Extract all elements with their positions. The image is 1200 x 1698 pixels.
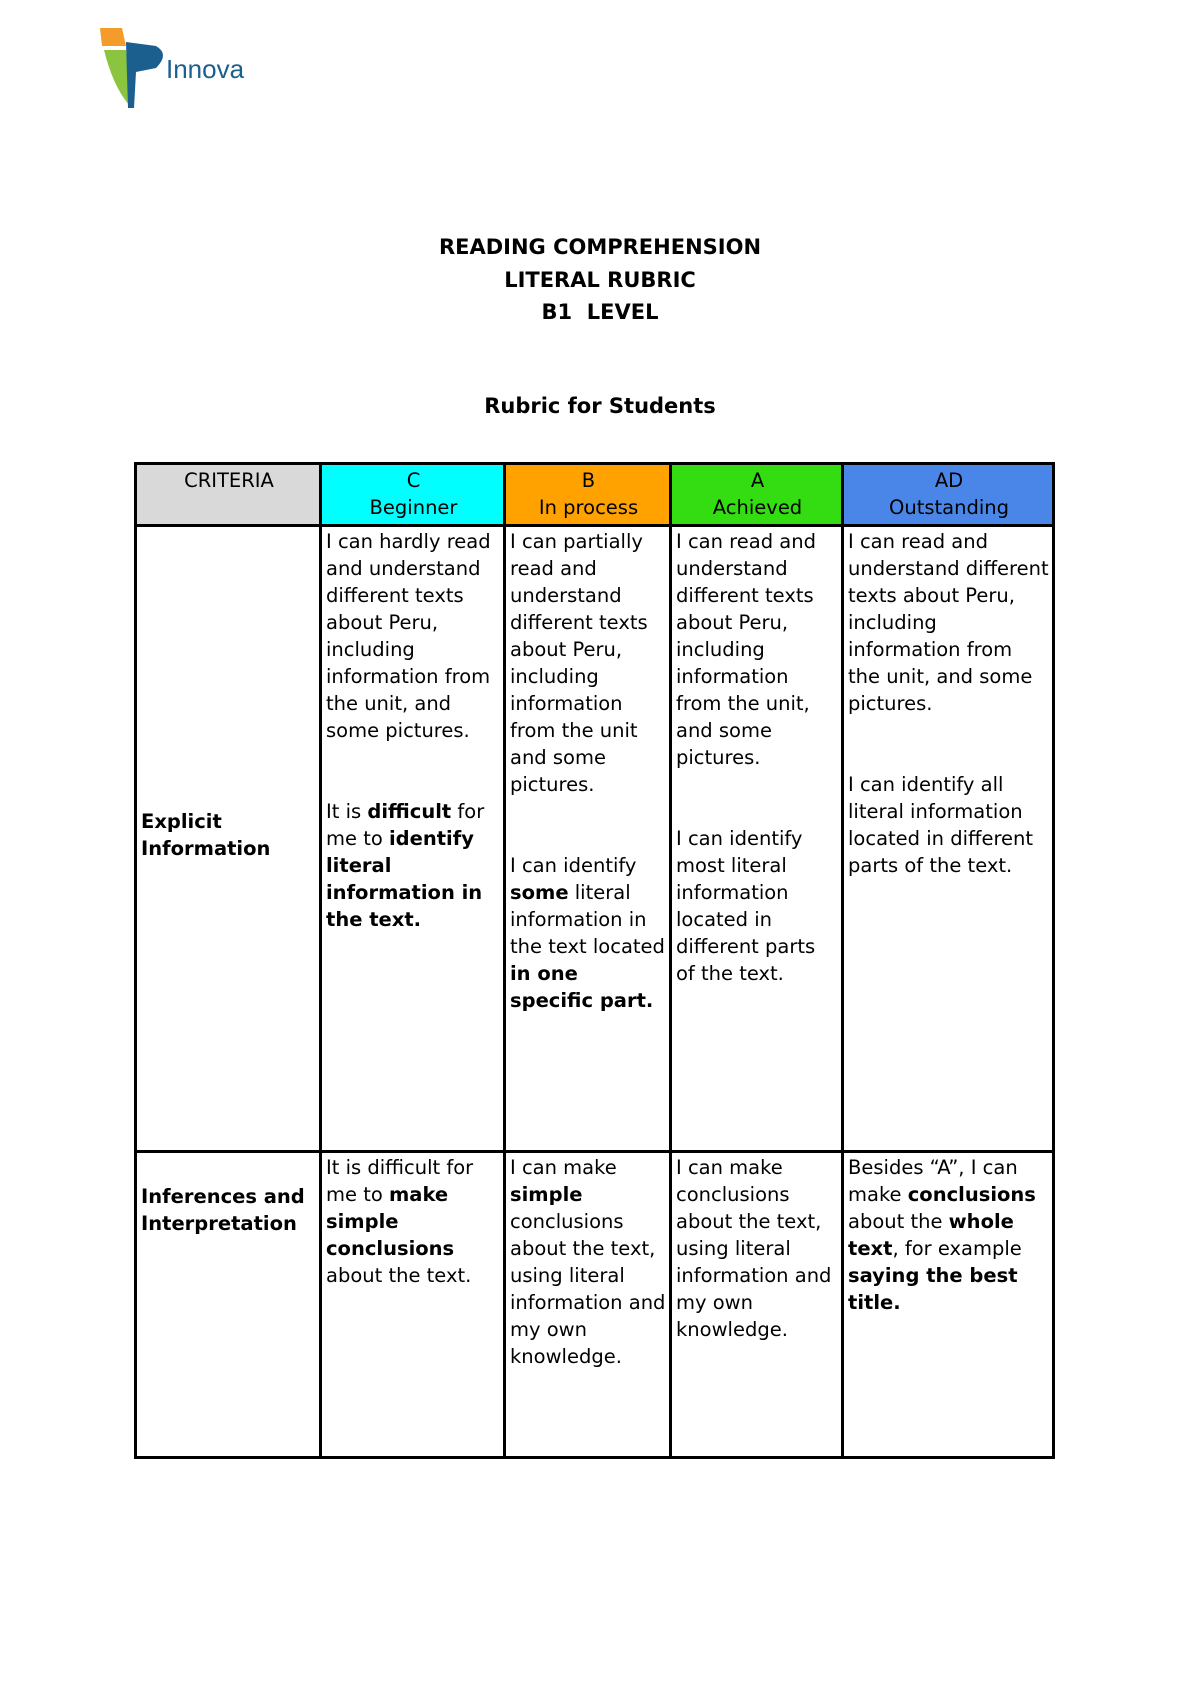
title-line-1: READING COMPREHENSION xyxy=(438,235,762,259)
descriptor-text: about the xyxy=(848,1210,949,1233)
header-ad-label: Outstanding xyxy=(889,496,1009,519)
header-a-label: Achieved xyxy=(712,496,803,519)
criteria-cell: Explicit Information xyxy=(136,526,321,1152)
header-a-grade: A xyxy=(750,469,765,492)
descriptor-text: I can identify most literal information located in different parts of the text. xyxy=(676,827,816,985)
header-c-grade: C xyxy=(406,469,421,492)
header-ad-grade: AD xyxy=(934,469,964,492)
descriptor-text: I can make xyxy=(510,1156,617,1179)
descriptor-text: for me to xyxy=(326,800,485,850)
descriptor-text: It is xyxy=(326,800,368,823)
descriptor-bold-text: conclusions xyxy=(907,1183,1036,1206)
descriptor-text: It is difficult for me to xyxy=(326,1156,474,1206)
descriptor-bold-text: whole text xyxy=(848,1210,1014,1260)
descriptor-text: I can identify all literal information located in different parts of the text. xyxy=(848,773,1034,877)
descriptor-bold-text: some xyxy=(510,881,569,904)
header-c xyxy=(321,464,505,526)
descriptor-paragraph xyxy=(326,798,501,933)
descriptor-cell-c xyxy=(321,1152,505,1458)
header-b xyxy=(505,464,671,526)
descriptor-bold-text: in one specific part. xyxy=(510,962,654,1012)
descriptor-text: I can make conclusions about the text, using literal information and my own knowledge. xyxy=(676,1156,832,1341)
descriptor-paragraph xyxy=(676,825,839,987)
rubric-table xyxy=(134,462,1055,1459)
descriptor-paragraph xyxy=(848,1154,1050,1316)
descriptor-text: I can hardly read and understand different texts about Peru, including information from the unit, and some pictures. xyxy=(326,530,491,742)
document-title xyxy=(0,231,1200,418)
subtitle: Rubric for Students xyxy=(484,393,716,418)
header-ad xyxy=(843,464,1054,526)
header-b-label: In process xyxy=(538,496,639,519)
descriptor-paragraph xyxy=(510,1154,667,1370)
descriptor-paragraph xyxy=(326,528,501,744)
header-b-grade: B xyxy=(581,469,596,492)
header-criteria-label: CRITERIA xyxy=(184,469,274,492)
descriptor-text: I can identify xyxy=(510,854,637,877)
descriptor-text: Besides “A”, I can make xyxy=(848,1156,1018,1206)
logo-icon xyxy=(96,24,276,114)
logo xyxy=(96,24,276,114)
header-a xyxy=(671,464,843,526)
descriptor-cell-ad xyxy=(843,1152,1054,1458)
descriptor-paragraph xyxy=(676,1154,839,1343)
descriptor-paragraph xyxy=(848,528,1050,717)
descriptor-text: I can read and understand different texts about Peru, including information from the unit, and some pictures. xyxy=(848,530,1049,715)
descriptor-cell-b xyxy=(505,1152,671,1458)
descriptor-text: conclusions about the text, using literal information and my own knowledge. xyxy=(510,1210,666,1368)
title-line-2: LITERAL RUBRIC xyxy=(504,267,696,292)
descriptor-text: I can partially read and understand different texts about Peru, including information from the unit and some pictures. xyxy=(510,530,648,796)
table-row xyxy=(136,526,1054,1152)
descriptor-bold-text: simple xyxy=(510,1183,583,1206)
descriptor-paragraph xyxy=(510,528,667,798)
table-row xyxy=(136,1152,1054,1458)
descriptor-text: about the text. xyxy=(326,1264,472,1287)
descriptor-text: I can read and understand different texts about Peru, including information from the unit, and some pictures. xyxy=(676,530,816,769)
logo-text: Innova xyxy=(166,54,245,84)
descriptor-text: , for example xyxy=(892,1237,1022,1260)
descriptor-cell-c xyxy=(321,526,505,1152)
header-c-label: Beginner xyxy=(369,496,458,519)
descriptor-text: literal information in the text located xyxy=(510,881,665,958)
descriptor-cell-ad xyxy=(843,526,1054,1152)
descriptor-cell-a xyxy=(671,526,843,1152)
descriptor-paragraph xyxy=(326,1154,501,1289)
descriptor-bold-text: make simple conclusions xyxy=(326,1183,455,1260)
descriptor-cell-a xyxy=(671,1152,843,1458)
title-line-3: B1 LEVEL xyxy=(541,300,659,324)
descriptor-bold-text: saying the best title. xyxy=(848,1264,1018,1314)
descriptor-bold-text: difficult xyxy=(367,800,452,823)
header-row xyxy=(136,464,1054,526)
descriptor-paragraph xyxy=(848,771,1050,879)
header-criteria xyxy=(136,464,321,526)
descriptor-paragraph xyxy=(676,528,839,771)
descriptor-bold-text: identify literal information in the text. xyxy=(326,827,483,931)
descriptor-cell-b xyxy=(505,526,671,1152)
criteria-cell: Inferences and Interpretation xyxy=(136,1152,321,1458)
descriptor-paragraph xyxy=(510,852,667,1014)
